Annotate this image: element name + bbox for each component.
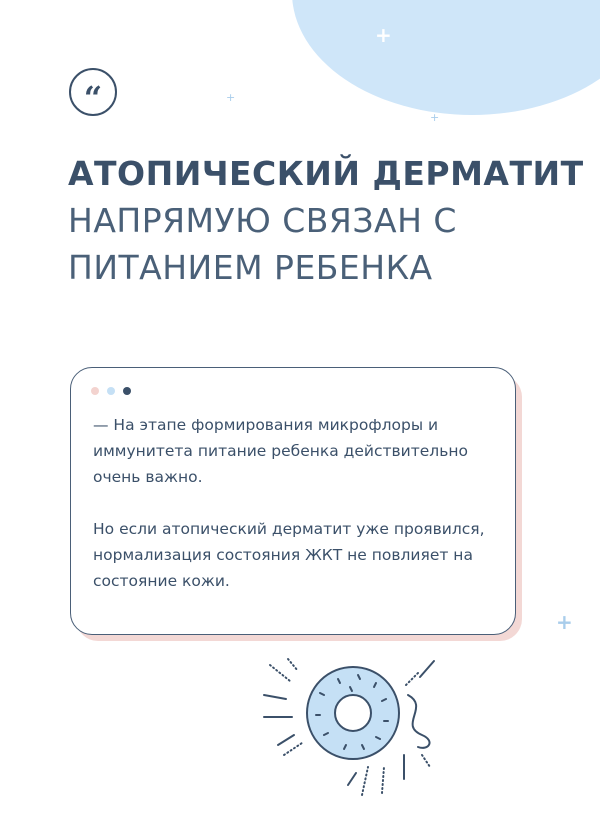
headline-regular: НАПРЯМУЮ СВЯЗАН С ПИТАНИЕМ РЕБЕНКА <box>68 201 457 287</box>
headline <box>68 150 588 291</box>
dot-blue <box>107 387 115 395</box>
quote-mark: “ <box>83 79 103 117</box>
plus-sparkle-icon: + <box>556 610 573 634</box>
quote-card <box>70 367 516 635</box>
decorative-blob <box>292 0 600 115</box>
headline-bold: АТОПИЧЕСКИЙ ДЕРМАТИТ <box>68 154 584 193</box>
plus-sparkle-icon: + <box>375 23 392 47</box>
dot-pink <box>91 387 99 395</box>
donut-icon <box>258 655 448 805</box>
plus-sparkle-icon: + <box>430 111 440 124</box>
card-text <box>93 412 503 620</box>
card-paragraph: Но если атопический дерматит уже проявился, нормализация состояния ЖКТ не повлияет на состояние кожи. <box>93 520 485 590</box>
plus-sparkle-icon: + <box>226 91 236 104</box>
card-paragraph: — На этапе формирования микрофлоры и иммунитета питание ребенка действительно очень важно. <box>93 416 468 486</box>
window-dots <box>91 387 131 395</box>
dot-navy <box>123 387 131 395</box>
quote-icon <box>69 68 117 116</box>
